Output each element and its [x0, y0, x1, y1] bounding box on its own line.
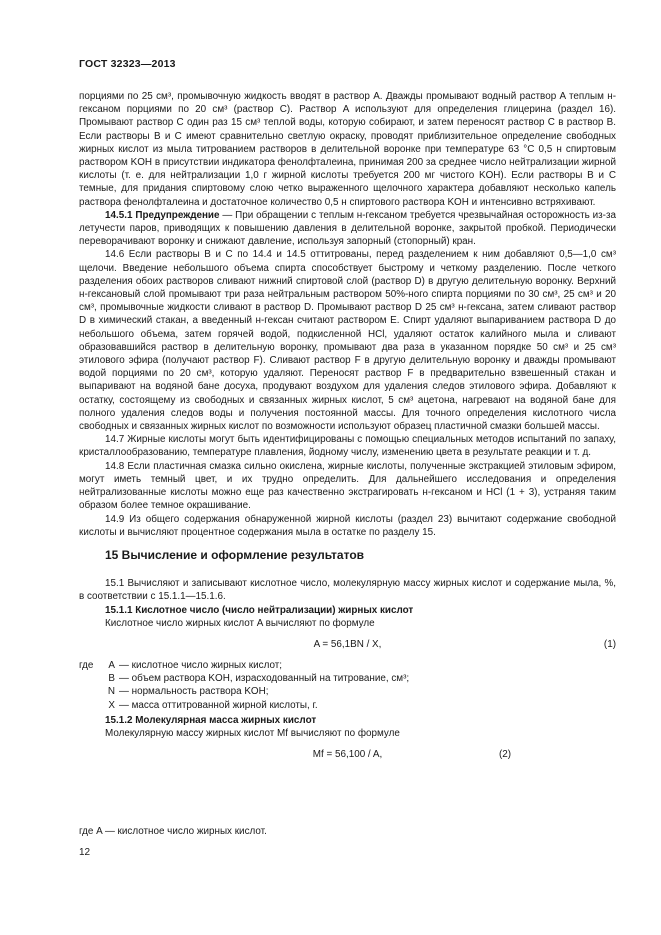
formula-2 [79, 748, 616, 761]
paragraph: 15.1 Вычисляют и записывают кислотное число, молекулярную массу жирных кислот и содержание мыла, %, в соответствии с 15.1.1—15.1.6. [79, 578, 616, 603]
definitions-list [79, 659, 616, 712]
definition-symbol: B [108, 673, 115, 685]
definition-row [79, 659, 616, 672]
formula-expression: Mf = 56,100 / A, [312, 749, 383, 761]
formula-1 [79, 638, 616, 651]
paragraph: 14.7 Жирные кислоты могут быть идентифицированы с помощью специальных методов испытаний по запаху, кристаллообразованию, температуре плавления, йодному числу, изменению цвета в результате реакции и т. д. [79, 434, 616, 459]
warning-label: 14.5.1 Предупреждение [105, 209, 220, 221]
page-number: 12 [79, 847, 91, 858]
standard-header: ГОСТ 32323—2013 [79, 58, 176, 70]
paragraph: порциями по 25 см³, промывочную жидкость вводят в раствор A. Дважды промывают водный раствор A теплым н-гексаном порциями по 20 см³ (раствор C). Раствор A используют для определения глицерина (раздел 16). Промывают раствор C один раз 15 см³ теплой воды, которую собирают, и затем переносят раствор C в раствор B. Если растворы B и C имеют сравнительно светлую окраску, проводят приблизительное определение свободных жирных кислот из мыла титрованием растворов в делительной воронке при температуре 63 °C 0,5 н спиртовым раствором KOH в присутствии индикатора фенолфталеина, принимая 200 за среднее число нейтрализации жирной кислоты (т. е. для нейтрализации 1,0 г жирной кислоты требуется 200 мг чистого KOH). Если растворы B и C темные, для придания спиртовому слою четко выраженного щелочного характера добавляют несколько капель раствора фенолфталеина и достаточное количество 0,5 н спиртового раствора KOH и интенсивно встряхивают. [79, 91, 616, 208]
definition-row [79, 685, 616, 698]
subsection-title: 15.1.1 Кислотное число (число нейтрализации) жирных кислот [105, 604, 414, 616]
where-label: где [79, 659, 94, 671]
definition-symbol: A [108, 659, 115, 671]
section-title: 15 Вычисление и оформление результатов [105, 547, 365, 562]
subsection-title: 15.1.2 Молекулярная масса жирных кислот [105, 714, 317, 726]
definition-text: — масса оттитрованной жирной кислоты, г. [119, 699, 318, 711]
definition-row [79, 672, 616, 685]
paragraph: 14.8 Если пластичная смазка сильно окислена, жирные кислоты, полученные экстракцией этиловым эфиром, могут иметь темный цвет, и их трудно определить. Для дальнейшего исследования и определения нейтрализованные кислоты можно еще раз качественно экстрагировать н-гексаном и HCl (1 + 3), устраняя таким образом более темное окрашивание. [79, 460, 616, 512]
definition-symbol: N [107, 686, 115, 698]
page-content [79, 90, 616, 769]
definition-symbol: X [108, 699, 115, 711]
paragraph: 14.6 Если растворы B и C по 14.4 и 14.5 оттитрованы, перед разделением к ним добавляют 0,5—1,0 см³ щелочи. Введение небольшого объема спирта способствует быстрому и четкому разделению. После четкого разделения обоих растворов сливают нижний спиртовой слой (раствор D) в другую делительную воронку. Верхний н-гексановый слой промывают три раза нейтральным раствором 50%-ного спирта порциями по 30 см³, 25 см³ и 20 см³, промывочные жидкости сливают в раствор D. Промывают раствор D 25 см³ н-гексана, затем сливают раствор D в химический стакан, а введенный н-гексан считают раствором E. Спирт удаляют выпариванием раствора D до небольшого объема, затем горячей водой, подкисленной HCl, удаляют остаток калийного мыла и сливают образовавшийся раствор в делительную воронку, промывают два раза в указанном порядке 50 см³ и 25 см³ этилового эфира (получают раствор F). Сливают раствор F в другую делительную воронку и дважды промывают водой порциями по 20 см³, которую удаляют. Переносят раствор F в предварительно взвешенный стакан и выпаривают на водяной бане досуха, продувают воздухом для удаления следов этилового эфира. Добавляют к остатку, состоящему из свободных и связанных жирных кислот, 5 см³ ацетона, нагревают на водяной бане для полного удаления следов воды и получения постоянной массы. Для точного определения кислотного числа свободных и связанных жирных кислот по возможности используют образец пластичной смазки большей массы. [79, 249, 616, 433]
paragraph: Кислотное число жирных кислот A вычисляют по формуле [105, 617, 375, 629]
warning-text: — При обращении с теплым н-гексаном требуется чрезвычайная осторожность из-за летучести паров, приводящих к повышению давления в делительной воронке, закрытой пробкой. Периодически переворачивают воронку и снижают давление, используя запорный (стопорный) кран. [79, 209, 616, 248]
formula-number: (1) [603, 638, 616, 650]
formula-expression: A = 56,1BN / X, [313, 638, 382, 650]
cut-off-line: где A — кислотное число жирных кислот. [79, 826, 267, 837]
definition-text: — кислотное число жирных кислот; [119, 659, 282, 671]
definition-text: — нормальность раствора KOH; [119, 686, 269, 698]
paragraph: Молекулярную массу жирных кислот Mf вычисляют по формуле [105, 727, 400, 739]
paragraph: 14.9 Из общего содержания обнаруженной жирной кислоты (раздел 23) вычитают содержание свободной кислоты и вычисляют процентное содержания мыла в остатке по разделу 15. [79, 513, 616, 538]
definition-row [79, 699, 616, 712]
paragraph-warning [79, 209, 616, 249]
definition-text: — объем раствора KOH, израсходованный на титрование, см³; [119, 673, 410, 685]
formula-number: (2) [499, 749, 512, 761]
